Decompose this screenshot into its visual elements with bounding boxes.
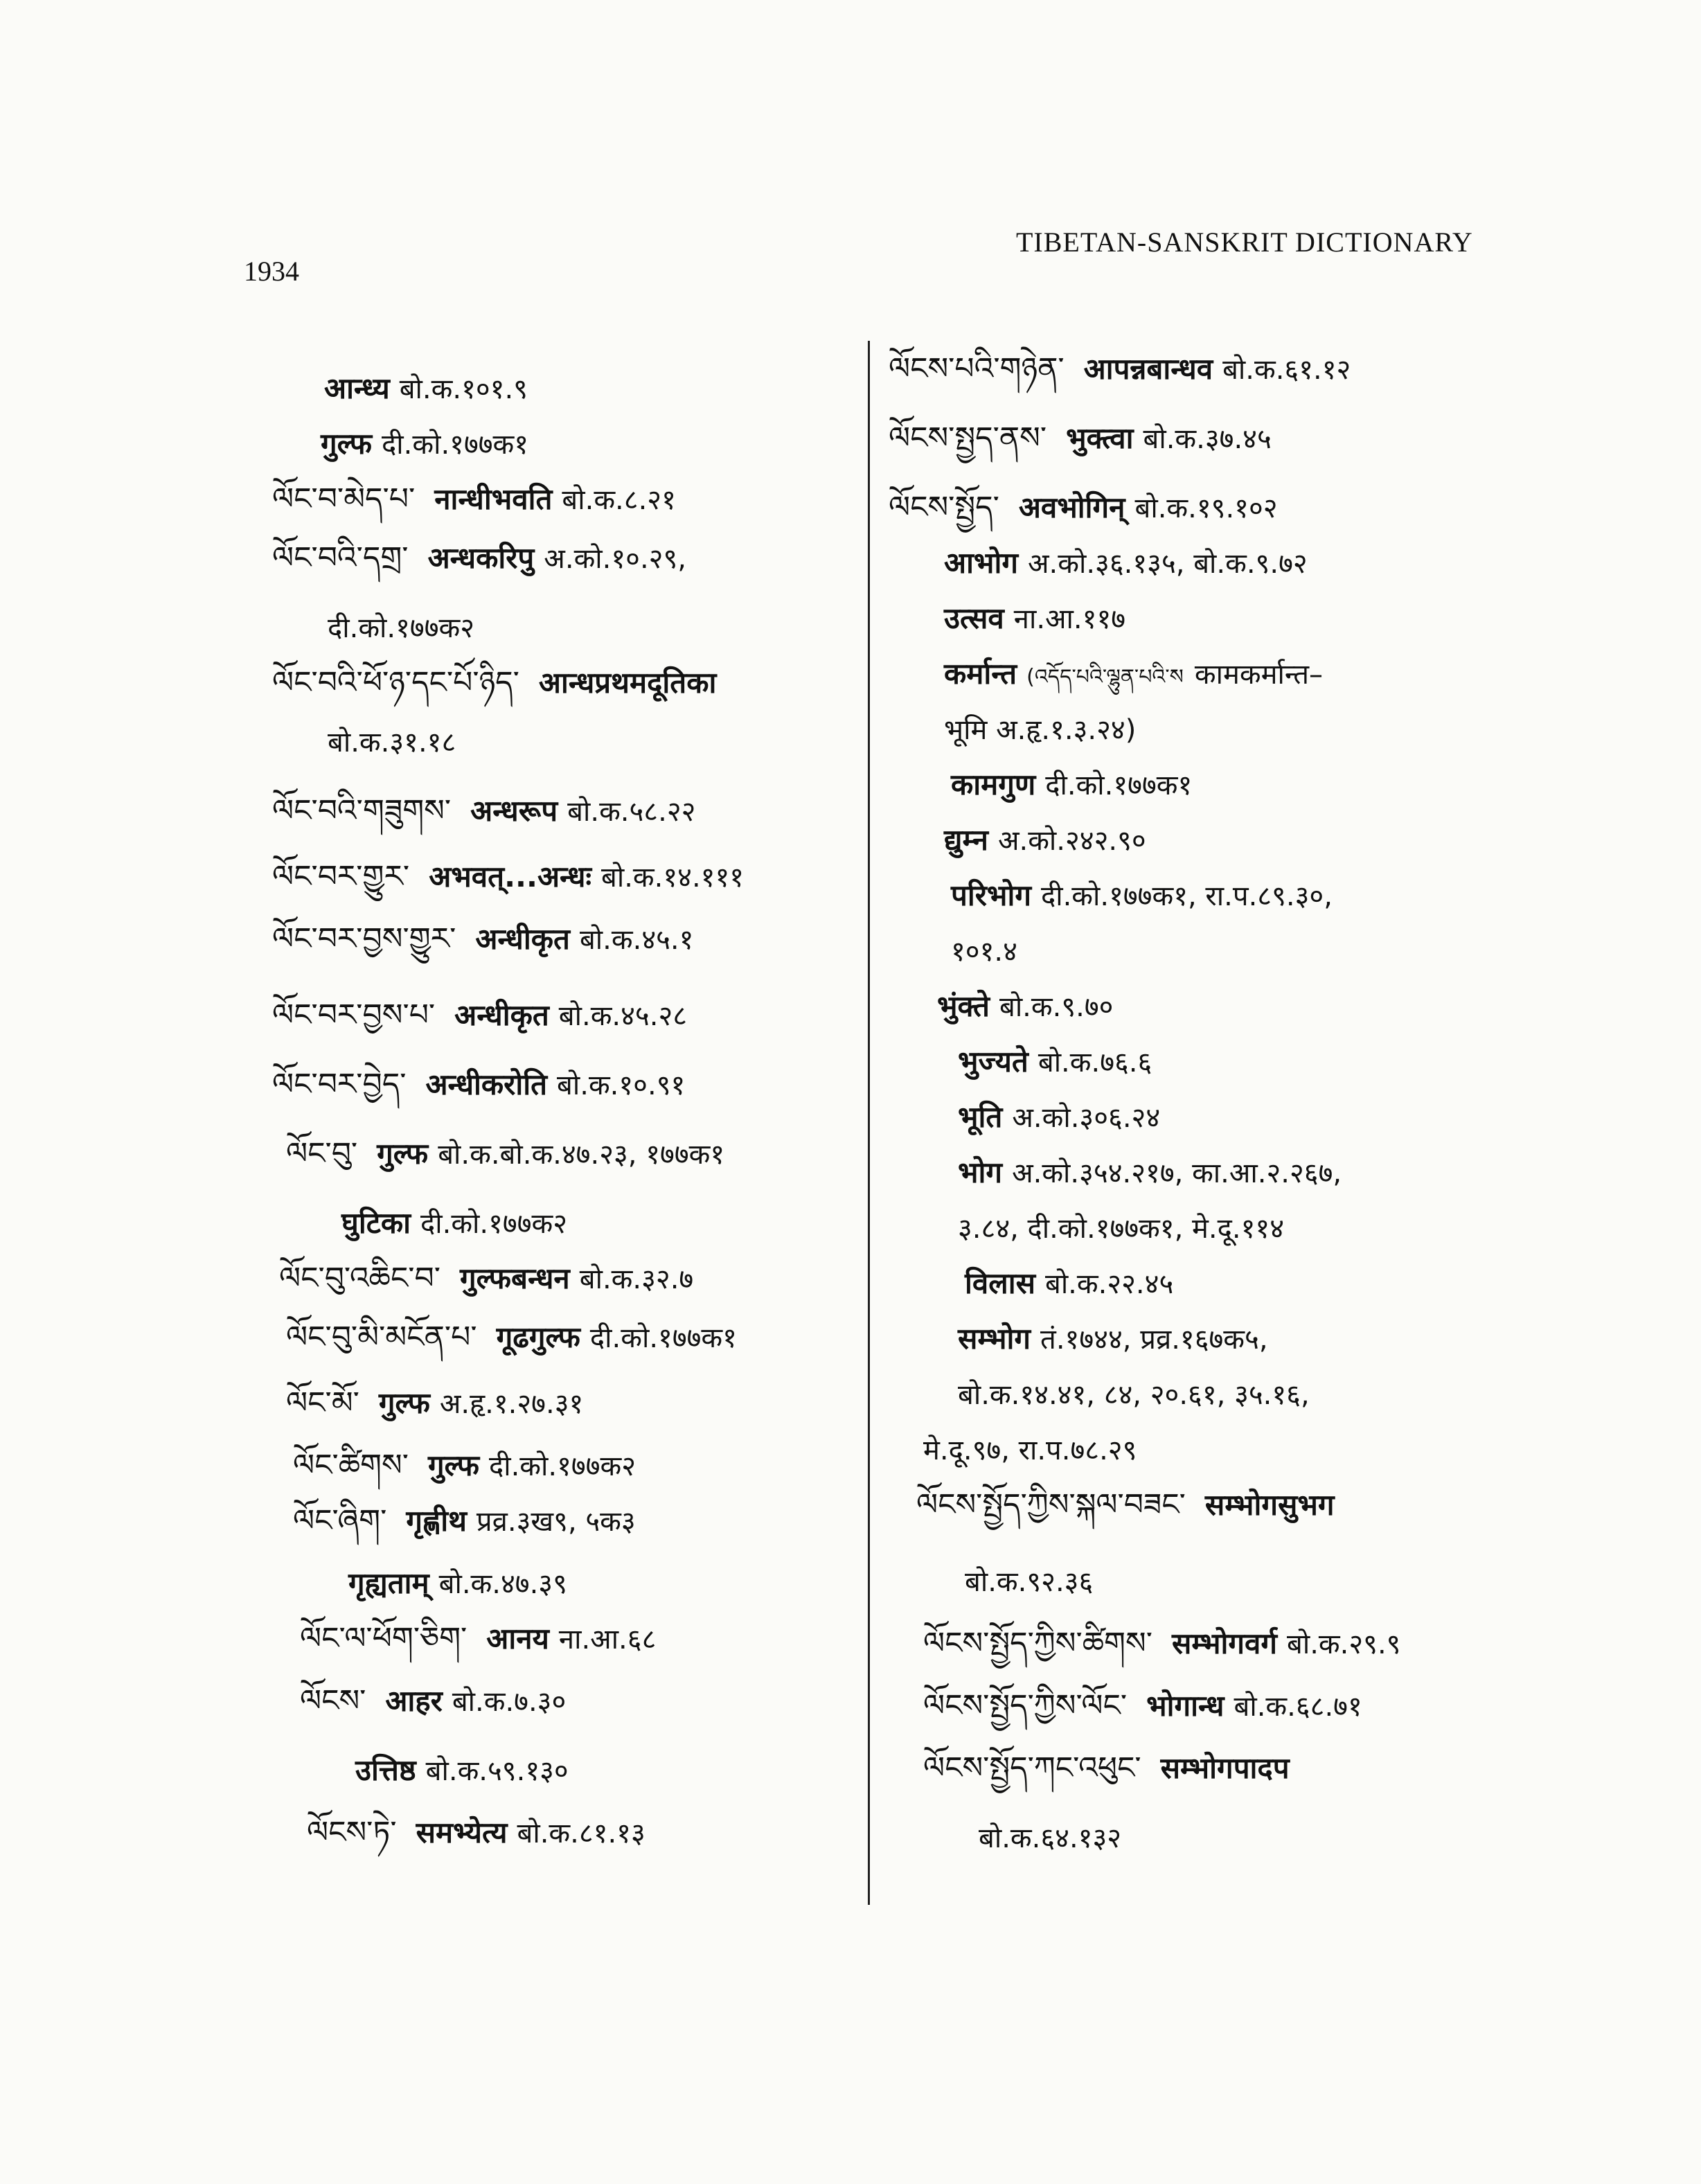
entry-line <box>937 987 1113 1027</box>
sanskrit-equivalent: गुल्फ <box>377 1137 429 1171</box>
entry-line <box>923 1749 1299 1788</box>
sanskrit-equivalent: अन्धीकृत <box>454 998 549 1032</box>
tibetan-headword: ལོང་བར་གྱུར་ <box>272 859 410 894</box>
source-reference: दी.को.१७७क१, रा.प.८९.३०, <box>1040 880 1333 912</box>
entry-line <box>348 1564 567 1604</box>
entry-line <box>958 1098 1160 1137</box>
sanskrit-equivalent: सम्भोगसुभग <box>1204 1488 1335 1522</box>
tibetan-headword: ལོང་བའི་དགྲ་ <box>272 540 409 576</box>
sanskrit-equivalent: गुल्फबन्धन <box>459 1261 570 1295</box>
source-reference: बो.क.१०१.९ <box>399 373 528 405</box>
tibetan-headword: ལོང་བུ་ <box>286 1136 358 1171</box>
source-reference: ना.आ.६८ <box>558 1624 657 1655</box>
tibetan-headword: ལོང་བར་བྱས་པ་ <box>272 997 436 1033</box>
source-reference: बो.क.९२.३६ <box>965 1566 1094 1598</box>
source-reference: बो.क.बो.क.४७.२३, १७७क१ <box>438 1139 725 1171</box>
source-reference: दी.को.१७७क१ <box>589 1322 737 1354</box>
sanskrit-equivalent: आभोग <box>944 546 1018 580</box>
sanskrit-equivalent: आहर <box>385 1684 443 1718</box>
entry-line <box>958 1042 1152 1082</box>
entry-line <box>272 1065 685 1105</box>
entry-line <box>300 1682 566 1721</box>
sanskrit-equivalent: अन्धरूप <box>470 794 558 828</box>
source-reference: दी.को.१७७क२ <box>488 1450 636 1482</box>
entry-line <box>889 488 1278 528</box>
sanskrit-equivalent: आन्धप्रथमदूतिका <box>538 666 717 700</box>
source-reference: भूमि अ.हृ.१.३.२४) <box>944 714 1137 746</box>
source-reference: बो.क.६४.१३२ <box>979 1822 1122 1854</box>
source-reference: बो.क.१४.४१, ८४, २०.६१, ३५.१६, <box>958 1379 1310 1411</box>
tibetan-note: (འདོད་པའི་ལྷུན་པའི་ས <box>1026 665 1184 689</box>
sanskrit-equivalent: सम्भोगवर्ग <box>1171 1626 1278 1660</box>
source-reference: बो.क.४५.१ <box>579 924 694 956</box>
sanskrit-equivalent: भुज्यते <box>958 1045 1028 1078</box>
entry-line <box>916 1486 1344 1525</box>
entry-line <box>293 1446 636 1486</box>
tibetan-headword: ལོང་བའི་གཟུགས་ <box>272 793 452 828</box>
tibetan-headword: ལོང་ཞིག་ <box>293 1503 387 1538</box>
sanskrit-equivalent: अवभोगिन् <box>1018 490 1125 524</box>
tibetan-headword: ལོངས་སྤྱད་ནས་ <box>889 420 1047 456</box>
tibetan-headword: ལོངས་སྤྱོད་ <box>889 490 999 525</box>
tibetan-headword: ལོང་བའི་ཕོ་ཉ་དང་པོ་ཉིད་ <box>272 665 519 700</box>
sanskrit-equivalent: आन्ध्य <box>324 371 390 405</box>
source-reference: बो.क.८१.१३ <box>517 1818 645 1849</box>
source-reference: मे.दू.९७, रा.प.७८.२९ <box>923 1435 1137 1466</box>
entry-line <box>300 1619 656 1659</box>
source-reference: बो.क.९.७० <box>999 991 1114 1023</box>
source-reference: बो.क.१४.१११ <box>601 862 745 894</box>
source-reference: बो.क.३७.४५ <box>1143 423 1272 455</box>
sanskrit-equivalent: भोग <box>958 1155 1003 1189</box>
sanskrit-equivalent: गुल्फ <box>378 1386 430 1420</box>
entry-line <box>307 1813 645 1853</box>
source-reference: बो.क.६८.७१ <box>1234 1691 1362 1723</box>
entry-line <box>958 1153 1342 1193</box>
sanskrit-equivalent: अन्धीकृत <box>475 922 570 956</box>
tibetan-headword: ལོངས་སྤྱོད་ཀྱིས་ལོང་ <box>923 1688 1128 1723</box>
source-reference: बो.क.६१.१२ <box>1222 354 1351 386</box>
sanskrit-equivalent: सम्भोगपादप <box>1160 1751 1290 1785</box>
entry-line <box>324 369 528 409</box>
sanskrit-equivalent: गृह्णीथ <box>406 1504 467 1538</box>
entry-line <box>923 1430 1137 1470</box>
source-reference: दी.को.१७७क२ <box>328 612 475 644</box>
sanskrit-equivalent: गृह्यताम् <box>348 1566 429 1600</box>
sanskrit-equivalent: उत्तिष्ठ <box>355 1753 416 1787</box>
entry-line <box>958 1209 1284 1248</box>
entry-line <box>944 599 1125 639</box>
tibetan-headword: ལོངས་སྤྱོད་ཀང་འཕུང་ <box>923 1750 1141 1786</box>
sanskrit-equivalent: आपन्नबान्धव <box>1083 352 1213 386</box>
entry-line <box>944 655 1323 697</box>
entry-line <box>286 1135 724 1174</box>
source-reference: बो.क.७६.६ <box>1037 1047 1152 1078</box>
page-number: 1934 <box>244 256 299 287</box>
tibetan-headword: ལོང་བུ་འཆིང་བ་ <box>279 1261 440 1296</box>
sanskrit-equivalent: भुक्त्वा <box>1066 421 1134 455</box>
sanskrit-equivalent: घुटिका <box>341 1206 411 1240</box>
source-reference: १०१.४ <box>951 936 1017 968</box>
tibetan-headword: ལོངས་ <box>300 1683 366 1719</box>
source-reference: दी.को.१७७क१ <box>1045 770 1193 801</box>
entry-line <box>321 425 528 464</box>
running-title: TIBETAN-SANSKRIT DICTIONARY <box>1016 227 1473 258</box>
sanskrit-equivalent: नान्धीभवति <box>434 482 553 516</box>
source-reference: बो.क.५९.१३० <box>425 1755 569 1787</box>
tibetan-headword: ལོང་བར་བྱས་གྱུར་ <box>272 921 456 957</box>
entry-line <box>951 765 1192 805</box>
source-reference: बो.क.१९.१०२ <box>1134 492 1278 524</box>
source-reference: बो.क.३१.१८ <box>328 727 456 758</box>
source-reference: बो.क.२९.९ <box>1287 1628 1401 1660</box>
source-reference: बो.क.३२.७ <box>579 1263 694 1295</box>
sanskrit-equivalent: परिभोग <box>951 878 1031 912</box>
entry-line <box>979 1818 1121 1858</box>
entry-line <box>272 664 726 702</box>
source-reference: बो.क.४५.२८ <box>558 1000 688 1032</box>
source-reference: कामकर्मान्त– <box>1194 659 1324 691</box>
sanskrit-equivalent: गुल्फ <box>321 427 373 461</box>
sanskrit-equivalent: अभवत्...अन्धः <box>429 860 591 894</box>
entry-line <box>944 821 1146 860</box>
source-reference: ३.८४, दी.को.१७७क१, मे.दू.११४ <box>958 1213 1284 1245</box>
entry-line <box>951 932 1017 971</box>
tibetan-headword: ལོང་ལ་ཕོག་ཅིག་ <box>300 1621 467 1656</box>
source-reference: अ.को.३५४.२१७, का.आ.२.२६७, <box>1012 1157 1342 1189</box>
source-reference: बो.क.१०.९१ <box>557 1069 686 1101</box>
entry-line <box>355 1751 569 1791</box>
entry-line <box>923 1624 1400 1664</box>
entry-line <box>944 544 1308 583</box>
source-reference: बो.क.७.३० <box>452 1686 567 1718</box>
entry-line <box>328 722 456 762</box>
sanskrit-equivalent: गुल्फ <box>427 1448 479 1482</box>
sanskrit-equivalent: भुंक्ते <box>937 989 990 1023</box>
tibetan-headword: ལོང་ཚིགས་ <box>293 1448 409 1483</box>
source-reference: अ.को.२४२.९० <box>997 825 1146 857</box>
source-reference: अ.को.३०६.२४ <box>1012 1102 1161 1134</box>
tibetan-headword: ལོང་བ་མེད་པ་ <box>272 481 416 517</box>
tibetan-headword: ལོངས་སྤྱོད་ཀྱིས་ཚིགས་ <box>923 1626 1152 1661</box>
entry-line <box>286 1318 737 1358</box>
source-reference: दी.को.१७७क१ <box>382 429 529 461</box>
entry-line <box>958 1375 1310 1414</box>
source-reference: अ.को.३६.१३५, बो.क.९.७२ <box>1027 548 1308 580</box>
entry-line <box>272 792 695 831</box>
entry-line <box>944 710 1136 749</box>
entry-line <box>272 480 676 520</box>
entry-line <box>341 1204 567 1243</box>
tibetan-headword: ལོངས་སྤྱོད་ཀྱིས་སྐལ་བཟང་ <box>916 1487 1186 1522</box>
entry-line <box>272 539 686 578</box>
sanskrit-equivalent: गूढगुल्फ <box>496 1320 580 1354</box>
entry-line <box>889 350 1351 389</box>
source-reference: ना.आ.११७ <box>1013 603 1126 635</box>
sanskrit-equivalent: अन्धकरिपु <box>427 541 535 575</box>
sanskrit-equivalent: कामगुण <box>951 767 1036 801</box>
source-reference: बो.क.२२.४५ <box>1044 1268 1174 1300</box>
entry-line <box>272 996 687 1036</box>
sanskrit-equivalent: विलास <box>965 1266 1035 1300</box>
sanskrit-equivalent: कर्मान्त <box>944 657 1017 691</box>
source-reference: अ.हृ.१.२७.३१ <box>439 1388 584 1420</box>
entry-line <box>286 1384 583 1423</box>
entry-line <box>328 608 474 648</box>
tibetan-headword: ལོངས་པའི་གཉེན་ <box>889 351 1065 387</box>
entry-line <box>965 1264 1173 1304</box>
source-reference: बो.क.८.२१ <box>562 484 676 516</box>
entry-line <box>889 419 1272 459</box>
source-reference: प्रव्र.३ख९, ५क३ <box>476 1506 636 1538</box>
source-reference: बो.क.५८.२२ <box>567 796 696 828</box>
entry-line <box>951 876 1333 916</box>
sanskrit-equivalent: भोगान्ध <box>1146 1689 1224 1723</box>
sanskrit-equivalent: द्युम्न <box>944 823 988 857</box>
sanskrit-equivalent: अन्धीकरोति <box>425 1067 548 1101</box>
sanskrit-equivalent: उत्सव <box>944 601 1004 635</box>
tibetan-headword: ལོང་བར་བྱེད་ <box>272 1067 407 1102</box>
tibetan-headword: ལོངས་ཏེ་ <box>307 1815 397 1850</box>
entry-line <box>279 1259 693 1299</box>
sanskrit-equivalent: भूति <box>958 1100 1003 1134</box>
entry-line <box>965 1562 1093 1601</box>
source-reference: अ.को.१०.२९, <box>544 543 686 575</box>
entry-line <box>958 1320 1268 1359</box>
entry-line <box>272 920 693 959</box>
tibetan-headword: ལོང་བུ་མི་མངོན་པ་ <box>286 1320 477 1355</box>
source-reference: तं.१७४४, प्रव्र.१६७क५, <box>1040 1324 1268 1356</box>
sanskrit-equivalent: समभ्येत्य <box>416 1815 508 1849</box>
column-divider <box>868 341 870 1905</box>
entry-line <box>923 1687 1362 1726</box>
entry-line <box>293 1502 636 1541</box>
source-reference: दी.को.१७७क२ <box>420 1208 568 1240</box>
source-reference: बो.क.४७.३९ <box>438 1568 567 1600</box>
tibetan-headword: ལོང་མོ་ <box>286 1385 359 1421</box>
entry-line <box>272 858 744 897</box>
sanskrit-equivalent: आनय <box>486 1622 549 1655</box>
sanskrit-equivalent: सम्भोग <box>958 1322 1031 1356</box>
